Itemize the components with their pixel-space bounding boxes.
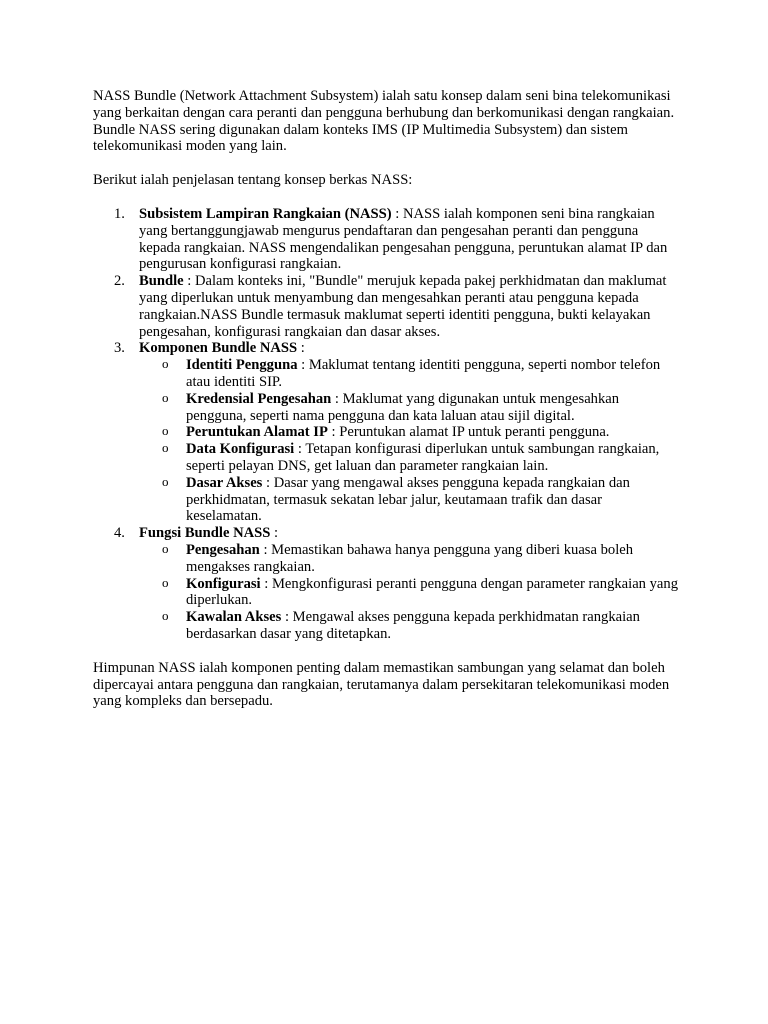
sub-list-item bbox=[139, 576, 678, 610]
item-term: Bundle bbox=[139, 273, 184, 290]
list-item bbox=[93, 273, 678, 340]
bullet-icon: o bbox=[162, 473, 169, 489]
sub-item-description: : Memastikan bahawa hanya pengguna yang diberi kuasa boleh mengakses rangkaian. bbox=[186, 541, 634, 575]
list-number: 3. bbox=[114, 340, 125, 357]
sub-list-item bbox=[139, 475, 678, 525]
sub-item-description: : Mengawal akses pengguna kepada perkhidmatan rangkaian berdasarkan dasar yang ditetapkan. bbox=[186, 609, 640, 642]
sub-item-description: : Peruntukan alamat IP untuk peranti pengguna. bbox=[327, 424, 610, 441]
sub-list-item bbox=[139, 424, 678, 441]
sub-list-item bbox=[139, 542, 678, 576]
sub-item-term: Peruntukan Alamat IP bbox=[186, 424, 328, 441]
numbered-list bbox=[93, 206, 678, 643]
item-description: : Dalam konteks ini, "Bundle" merujuk kepada pakej perkhidmatan dan maklumat yang diperlukan untuk menyambung dan mengesahkan peranti atau pengguna kepada rangkaian.NASS Bundle termasuk maklumat seperti identiti pengguna, bukti kelayakan pengesahan, konfigurasi rangkaian dan dasar akses. bbox=[139, 273, 667, 340]
item-description: : bbox=[297, 340, 305, 357]
conclusion-paragraph: Himpunan NASS ialah komponen penting dalam memastikan sambungan yang selamat dan boleh dipercayai antara pengguna dan rangkaian, terutamanya dalam persekitaran telekomunikasi moden yang kompleks dan bersepadu. bbox=[93, 659, 670, 710]
sub-list-item bbox=[139, 609, 678, 643]
item-term: Fungsi Bundle NASS bbox=[139, 525, 271, 542]
sub-item-description: : Mengkonfigurasi peranti pengguna dengan parameter rangkaian yang diperlukan. bbox=[186, 575, 678, 609]
lead-paragraph: Berikut ialah penjelasan tentang konsep berkas NASS: bbox=[93, 172, 413, 189]
list-item bbox=[93, 525, 678, 643]
item-term: Subsistem Lampiran Rangkaian (NASS) bbox=[139, 205, 392, 222]
paragraph-spacer bbox=[93, 189, 678, 206]
list-number: 4. bbox=[114, 525, 125, 542]
sub-list-item bbox=[139, 357, 678, 391]
bullet-icon: o bbox=[162, 574, 169, 590]
bullet-icon: o bbox=[162, 423, 169, 439]
item-description: : NASS ialah komponen seni bina rangkaian yang bertanggungjawab mengurus pendaftaran dan pengesahan peranti dan pengguna kepada rangkaian. NASS mengendalikan pengesahan pengguna, peruntukan alamat IP dan pengurusan konfigurasi rangkaian. bbox=[139, 205, 668, 273]
item-description: : bbox=[270, 525, 279, 542]
list-item bbox=[93, 206, 678, 273]
sub-item-term: Konfigurasi bbox=[186, 575, 261, 592]
list-item bbox=[93, 340, 678, 525]
item-term: Komponen Bundle NASS bbox=[139, 340, 298, 357]
list-number: 2. bbox=[114, 273, 125, 290]
list-number: 1. bbox=[114, 205, 125, 222]
bullet-icon: o bbox=[162, 356, 169, 372]
sub-item-term: Kredensial Pengesahan bbox=[186, 390, 332, 407]
sub-item-term: Kawalan Akses bbox=[186, 609, 282, 626]
sub-list-item bbox=[139, 391, 678, 425]
sub-list bbox=[139, 357, 678, 525]
sub-item-term: Pengesahan bbox=[186, 541, 260, 558]
bullet-icon: o bbox=[162, 540, 169, 556]
sub-item-term: Data Konfigurasi bbox=[186, 441, 295, 458]
sub-list-item bbox=[139, 441, 678, 475]
sub-item-description: : Maklumat yang digunakan untuk mengesahkan pengguna, seperti nama pengguna dan kata laluan atau sijil digital. bbox=[186, 390, 620, 424]
intro-paragraph: NASS Bundle (Network Attachment Subsystem) ialah satu konsep dalam seni bina telekomunikasi yang berkaitan dengan cara peranti dan pengguna berhubung dan berkomunikasi dengan rangkaian. Bundle NASS sering digunakan dalam konteks IMS (IP Multimedia Subsystem) dan sistem telekomunikasi moden yang lain. bbox=[93, 88, 675, 155]
sub-list bbox=[139, 542, 678, 643]
paragraph-spacer bbox=[93, 643, 678, 660]
bullet-icon: o bbox=[162, 440, 169, 456]
sub-item-term: Dasar Akses bbox=[186, 474, 263, 491]
bullet-icon: o bbox=[162, 389, 169, 405]
bullet-icon: o bbox=[162, 608, 169, 624]
paragraph-spacer bbox=[93, 155, 678, 172]
sub-item-description: : Tetapan konfigurasi diperlukan untuk sambungan rangkaian, seperti pelayan DNS, get laluan dan parameter rangkaian lain. bbox=[186, 441, 660, 474]
sub-item-term: Identiti Pengguna bbox=[186, 357, 298, 374]
sub-item-description: : Dasar yang mengawal akses pengguna kepada rangkaian dan perkhidmatan, termasuk sekatan lebar jalur, keutamaan trafik dan dasar keselamatan. bbox=[186, 474, 630, 525]
sub-item-description: : Maklumat tentang identiti pengguna, seperti nombor telefon atau identiti SIP. bbox=[186, 357, 661, 390]
